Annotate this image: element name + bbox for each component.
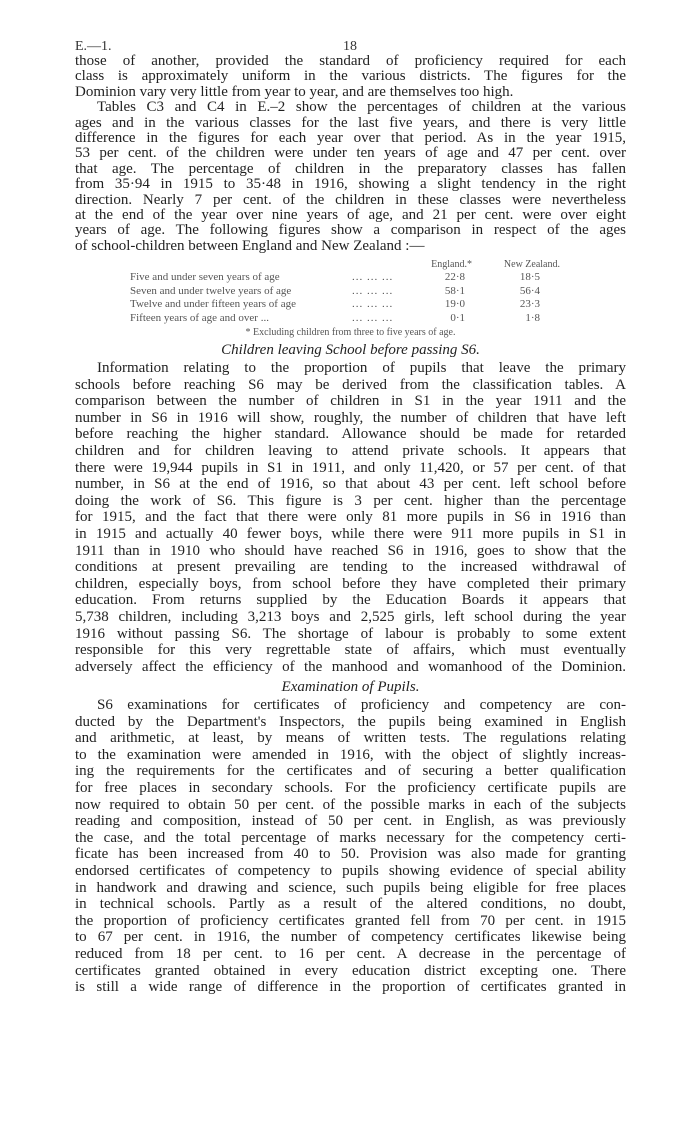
leader-dots: ... ... ... xyxy=(352,271,394,283)
leader-dots: ... ... ... xyxy=(352,284,394,297)
text-line: Tables C3 and C4 in E.–2 show the percentages of children at the various xyxy=(97,99,626,116)
text-line: now required to obtain 50 per cent. of the possible marks in each of the subjects xyxy=(75,796,626,813)
table-row xyxy=(130,271,570,285)
text-line: to the examination were amended in 1916, with the object of slightly increas- xyxy=(75,746,626,763)
text-line: 5,738 children, including 3,213 boys and 2,525 girls, left school during the year xyxy=(75,608,626,625)
text-line: class is approximately uniform in the various districts. The figures for the xyxy=(75,68,626,85)
text-line: direction. Nearly 7 per cent. of the children in these classes were nevertheless xyxy=(75,191,626,208)
text-line: the case, and the total percentage of marks necessary for the competency certi- xyxy=(75,829,626,846)
intro-paragraphs xyxy=(75,54,626,254)
row-label: Seven and under twelve years of age xyxy=(130,284,292,297)
column-header-new-zealand: New Zealand. xyxy=(503,259,560,270)
text-line: of school-children between England and New Zealand :— xyxy=(75,237,425,254)
england-value: 58·1 xyxy=(444,284,465,297)
england-value: 0·1 xyxy=(450,311,465,324)
text-line: in technical schools. Partly as a result of the altered conditions, no doubt, xyxy=(75,896,626,913)
table-footnote: * Excluding children from three to five years of age. xyxy=(245,327,456,338)
section-heading-leaving-school: Children leaving School before passing S6. xyxy=(221,342,480,358)
text-line: Dominion vary very little from year to year, and are themselves too high. xyxy=(75,83,514,100)
text-line: responsible for this very regrettable state of affairs, which must eventually xyxy=(75,642,626,659)
text-line: Information relating to the proportion of pupils that leave the primary xyxy=(97,360,626,376)
table-row xyxy=(130,312,570,326)
text-line: ficate has been increased from 40 to 50. Provision was also made for granting xyxy=(75,846,626,863)
leader-dots: ... ... ... xyxy=(352,311,394,324)
text-line: for free places in secondary schools. For the proficiency certificate pupils are xyxy=(75,779,626,796)
text-line: for 1915, and the fact that there were only 81 more pupils in S6 in 1916 than xyxy=(75,509,626,526)
column-header-england: England.* xyxy=(431,259,472,270)
text-line: doing the work of S6. This figure is 3 per cent. higher than the percentage xyxy=(75,492,626,509)
text-line: conditions at present prevailing are tending to the increased withdrawal of xyxy=(75,559,626,576)
paragraph-examination xyxy=(75,697,626,996)
text-line: 1911 than in 1910 who should have reached S6 in 1916, goes to show that the xyxy=(75,542,626,559)
text-line: ages and in the various classes for the last five years, and there is very little xyxy=(75,114,626,131)
text-line: children and for children leaving to attend private schools. It appears that xyxy=(75,442,626,459)
text-line: schools before reaching S6 may be derived from the classification tables. A xyxy=(75,376,626,393)
table-row xyxy=(130,298,570,312)
text-line: and arithmetic, at least, by means of written tests. The regulations relating xyxy=(75,730,626,747)
text-line: in handwork and drawing and science, such pupils being eligible for free places xyxy=(75,879,626,896)
text-line: that age. The percentage of children in the preparatory classes has fallen xyxy=(75,160,626,177)
text-line: 53 per cent. of the children were under ten years of age and 47 per cent. over xyxy=(75,145,626,162)
text-line: before reaching the higher standard. Allowance should be made for retarded xyxy=(75,426,626,443)
text-line: from 35·94 in 1915 to 35·48 in 1916, showing a slight tendency in the right xyxy=(75,176,626,193)
text-line: S6 examinations for certificates of proficiency and competency are con- xyxy=(97,697,626,713)
table-row xyxy=(130,285,570,299)
text-line: there were 19,944 pupils in S1 in 1911, and only 11,420, or 57 per cent. of that xyxy=(75,459,626,476)
age-comparison-table xyxy=(130,258,570,325)
text-line: in 1915 and actually 40 fewer boys, while there were 911 more pupils in S1 in xyxy=(75,525,626,542)
text-line: certificates granted obtained in every education district excepting one. There xyxy=(75,962,626,979)
text-line: is still a wide range of difference in the proportion of certificates granted in xyxy=(75,979,626,996)
text-line: years of age. The following figures show a comparison in respect of the ages xyxy=(75,222,626,239)
text-line: at the end of the year over nine years of age, and 21 per cent. were over eight xyxy=(75,206,626,223)
england-value: 19·0 xyxy=(444,298,465,310)
text-line: those of another, provided the standard of proficiency required for each xyxy=(75,53,626,69)
row-label: Twelve and under fifteen years of age xyxy=(130,298,296,310)
paragraph-leaving-school xyxy=(75,360,626,675)
page-number: 18 xyxy=(343,39,357,54)
new-zealand-value: 1·8 xyxy=(525,311,540,324)
text-line: ducted by the Department's Inspectors, the pupils being examined in English xyxy=(75,713,626,730)
text-line: endorsed certificates of competency to pupils showing evidence of special ability xyxy=(75,862,626,879)
text-line: education. From returns supplied by the Education Boards it appears that xyxy=(75,592,626,609)
row-label: Five and under seven years of age xyxy=(130,271,280,283)
text-line: adversely affect the efficiency of the manhood and womanhood of the Dominion. xyxy=(75,658,626,675)
row-label: Fifteen years of age and over ... xyxy=(130,311,269,324)
text-line: comparison between the number of children in S1 in the year 1911 and the xyxy=(75,393,626,410)
table-header xyxy=(130,258,570,271)
new-zealand-value: 56·4 xyxy=(519,284,540,297)
text-line: reduced from 18 per cent. to 16 per cent. A decrease in the percentage of xyxy=(75,945,626,962)
text-line: ing the requirements for the certificates and of securing a better qualification xyxy=(75,763,626,780)
text-line: 1916 without passing S6. The shortage of labour is probably to some extent xyxy=(75,625,626,642)
new-zealand-value: 23·3 xyxy=(519,298,540,310)
text-line: number, in S6 at the end of 1916, so that about 43 per cent. left school before xyxy=(75,476,626,493)
new-zealand-value: 18·5 xyxy=(519,271,540,283)
document-reference: E.—1. xyxy=(75,39,112,54)
text-line: difference in the figures for each year over that period. As in the year 1915, xyxy=(75,129,626,146)
text-line: number in S6 in 1916 will show, roughly, the number of children that have left xyxy=(75,409,626,426)
section-heading-examination: Examination of Pupils. xyxy=(281,679,420,695)
leader-dots: ... ... ... xyxy=(352,298,394,310)
text-line: to 67 per cent. in 1916, the number of competency certificates likewise being xyxy=(75,929,626,946)
text-line: the proportion of proficiency certificates granted fell from 70 per cent. in 1915 xyxy=(75,912,626,929)
text-line: children, especially boys, from school before they have completed their primary xyxy=(75,575,626,592)
text-line: reading and composition, instead of 50 per cent. in English, as was previously xyxy=(75,813,626,830)
england-value: 22·8 xyxy=(444,271,465,283)
